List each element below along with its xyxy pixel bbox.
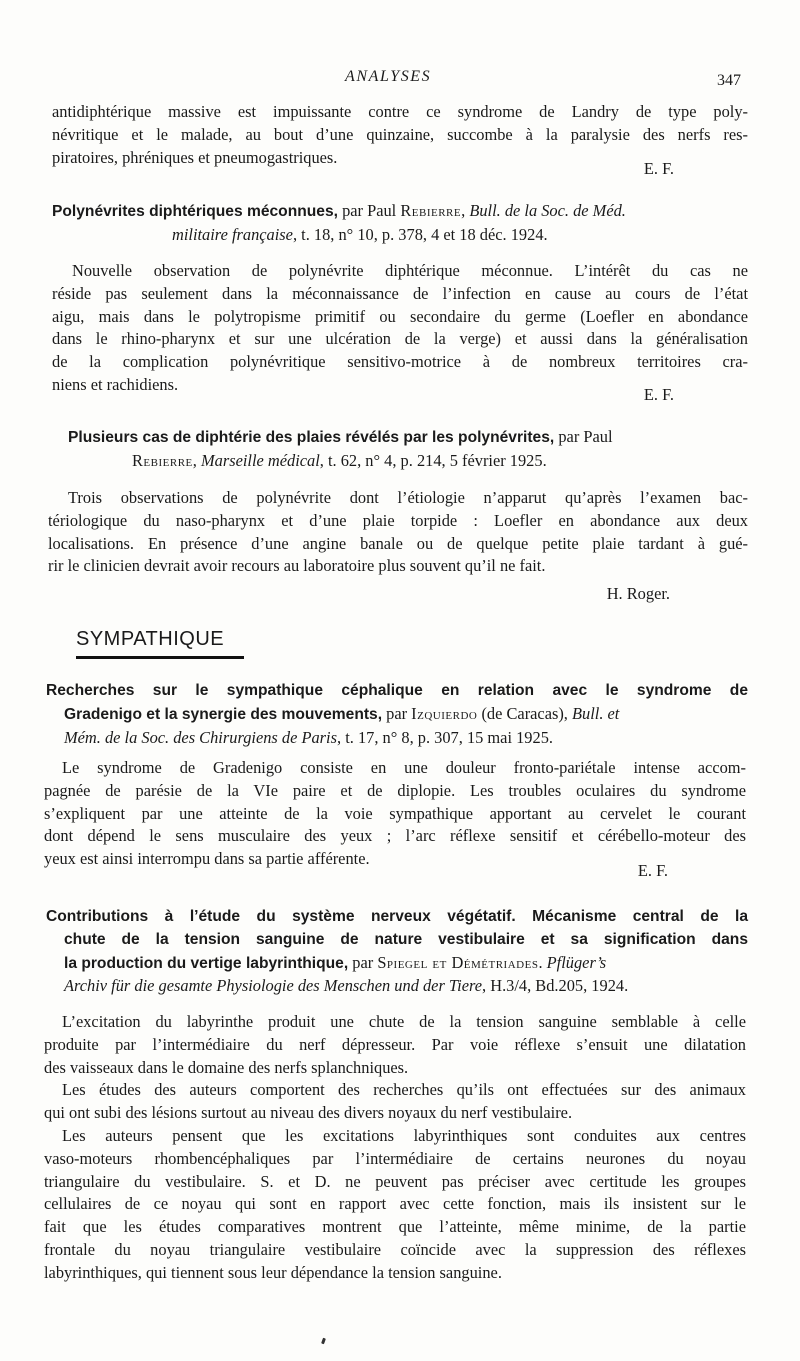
body-line: névritique et le malade, au bout d’une quinzaine, succombe à la paralysie des nerfs res- bbox=[52, 124, 748, 144]
body-line: labyrinthiques, qui tiennent sous leur dépendance la tension sanguine. bbox=[44, 1262, 502, 1282]
section-underline bbox=[76, 656, 244, 659]
body-line: fait que les études comparatives montrent que l’atteinte, même minime, de la partie bbox=[44, 1217, 746, 1237]
abstract-text bbox=[44, 757, 746, 871]
reference-journal: Archiv für die gesamte Physiologie des Menschen und der Tiere bbox=[64, 976, 483, 996]
body-line: yeux est ainsi interrompu dans sa partie afférente. bbox=[44, 849, 370, 869]
reference-journal: Pflüger’s bbox=[546, 952, 607, 972]
body-line: vaso-moteurs rhombencéphaliques par l’intermédiaire de certains neurones du noyau bbox=[44, 1148, 746, 1168]
reference-journal: Mém. de la Soc. des Chirurgiens de Paris bbox=[64, 727, 337, 747]
signature: E. F. bbox=[643, 159, 674, 178]
abstract-text bbox=[48, 487, 748, 578]
body-line: pagnée de parésie de la VIe paire et de diplopie. Les troubles oculaires du syndrome bbox=[44, 780, 746, 800]
reference-journal: Bull. et bbox=[572, 703, 620, 723]
signature: E. F. bbox=[643, 385, 674, 404]
body-line: localisations. En présence d’une angine banale ou de quelque petite plaie tardant à gué- bbox=[48, 533, 748, 553]
reference-author: Rebierre bbox=[400, 201, 462, 220]
body-line: des vaisseaux dans le domaine des nerfs splanchniques. bbox=[44, 1057, 409, 1077]
body-line: de la complication polynévritique sensitivo-motrice à de nombreux territoires cra- bbox=[52, 352, 748, 372]
article-heading: Plusieurs cas de diphtérie des plaies révélés par les polynévrites, par Paul Rebierre, Marseille médical, t. 62, n° 4, p. 214, 5 février 1925. bbox=[68, 427, 613, 470]
reference-separator: . bbox=[538, 952, 547, 972]
body-line: dans le rhino-pharynx et sur une ulcération de la verge) et aussi dans la généralisation bbox=[52, 329, 748, 349]
body-line: L’excitation du labyrinthe produit une chute de la tension sanguine semblable à celle bbox=[62, 1012, 746, 1031]
signature: E. F. bbox=[637, 861, 668, 880]
page-number: 347 bbox=[717, 72, 741, 89]
body-line: qui ont subi des lésions surtout au niveau des divers noyaux du nerf vestibulaire. bbox=[44, 1103, 573, 1123]
article-title: Polynévrites diphtériques méconnues, bbox=[52, 203, 338, 220]
article-title: Gradenigo et la synergie des mouvements, bbox=[64, 705, 383, 723]
reference-by: par bbox=[348, 952, 378, 972]
article-heading bbox=[46, 680, 748, 749]
article-title: chute de la tension sanguine de nature vestibulaire et sa signification dans bbox=[64, 930, 748, 948]
article-title: Contributions à l’étude du système nerveux végétatif. Mécanisme central de la bbox=[46, 908, 748, 925]
body-line: aigu, mais dans le polytropisme primitif ou secondaire du germe (Loefler en abondance bbox=[52, 306, 748, 326]
reference-journal: Marseille médical bbox=[200, 450, 320, 470]
reference-author: Izquierdo bbox=[411, 703, 478, 723]
body-line: Les études des auteurs comportent des recherches qu’ils ont effectuées sur des animaux bbox=[62, 1080, 746, 1100]
body-line: s’expliquent par une atteinte de la voie sympathique apportant au cervelet le courant bbox=[44, 803, 746, 823]
body-line: produite par l’intermédiaire du nerf dépresseur. Par voie réflexe s’ensuit une dilatation bbox=[44, 1034, 746, 1054]
signature: H. Roger. bbox=[606, 584, 670, 603]
body-line: tériologique du naso-pharynx et d’une plaie torpide : Loefler en abondance aux deux bbox=[48, 510, 748, 530]
abstract-text bbox=[44, 1011, 746, 1285]
body-line: niens et rachidiens. bbox=[52, 374, 179, 394]
reference-by: par bbox=[382, 703, 412, 723]
body-line: rir le clinicien devrait avoir recours au laboratoire plus souvent qu’il ne fait. bbox=[48, 556, 546, 576]
article-title: Plusieurs cas de diphtérie des plaies révélés par les polynévrites, bbox=[68, 429, 555, 446]
running-head bbox=[0, 66, 800, 88]
reference-details: , H.3/4, Bd.205, 1924. bbox=[482, 976, 629, 996]
body-line: antidiphtérique massive est impuissante contre ce syndrome de Landry de type poly- bbox=[52, 102, 748, 121]
abstract-text bbox=[52, 260, 748, 397]
body-line: triangulaire du vestibulaire. S. et D. ne peuvent pas préciser avec certitude les groupes bbox=[44, 1171, 746, 1191]
article-heading bbox=[46, 906, 748, 998]
running-title: ANALYSES bbox=[345, 68, 432, 85]
reference-by: par Paul bbox=[337, 201, 401, 220]
body-line: Les auteurs pensent que les excitations labyrinthiques sont conduites aux centres bbox=[62, 1125, 746, 1145]
reference-by: par Paul bbox=[554, 427, 613, 446]
reference-details: , t. 17, n° 8, p. 307, 15 mai 1925. bbox=[337, 727, 553, 747]
article-title: Recherches sur le sympathique céphalique en relation avec le syndrome de bbox=[46, 682, 748, 699]
reference-authors: Spiegel et Démétriades bbox=[377, 952, 539, 972]
body-line: Trois observations de polynévrite dont l’étiologie n’apparut qu’après l’examen bac- bbox=[68, 488, 748, 507]
reference-journal: Bull. de la Soc. de Méd. bbox=[469, 201, 626, 220]
body-line: dont dépend le sens musculaire des yeux ; l’arc réflexe sensitif et cérébello-moteur des bbox=[44, 826, 746, 846]
section-heading: SYMPATHIQUE bbox=[76, 628, 225, 650]
article-title: la production du vertige labyrinthique, bbox=[64, 954, 349, 972]
body-line: Le syndrome de Gradenigo consiste en une douleur fronto-pariétale intense accom- bbox=[62, 758, 746, 777]
ink-speck bbox=[321, 1338, 326, 1345]
body-line: frontale du noyau triangulaire vestibulaire coïncide avec la suppression des réflexes bbox=[44, 1239, 746, 1259]
body-line: réside pas seulement dans la méconnaissance de l’infection en cause au cours de l’état bbox=[52, 283, 748, 303]
body-line: piratoires, phréniques et pneumogastriques. bbox=[52, 147, 338, 167]
article-heading: Polynévrites diphtériques méconnues, par Paul Rebierre, Bull. de la Soc. de Méd. militaire française, t. 18, n° 10, p. 378, 4 et 18 déc. 1924. bbox=[52, 201, 626, 244]
reference-place: (de Caracas), bbox=[477, 703, 573, 723]
reference-details: , t. 18, n° 10, p. 378, 4 et 18 déc. 1924. bbox=[292, 224, 548, 244]
reference-details: , t. 62, n° 4, p. 214, 5 février 1925. bbox=[319, 450, 547, 470]
body-line: cellulaires de ce noyau qui sont en rapport avec cette fonction, mais ils insistent sur le bbox=[44, 1194, 746, 1214]
body-line: Nouvelle observation de polynévrite diphtérique méconnue. L’intérêt du cas ne bbox=[72, 261, 748, 280]
reference-journal: militaire française bbox=[172, 224, 293, 244]
reference-author: Rebierre bbox=[132, 450, 193, 470]
